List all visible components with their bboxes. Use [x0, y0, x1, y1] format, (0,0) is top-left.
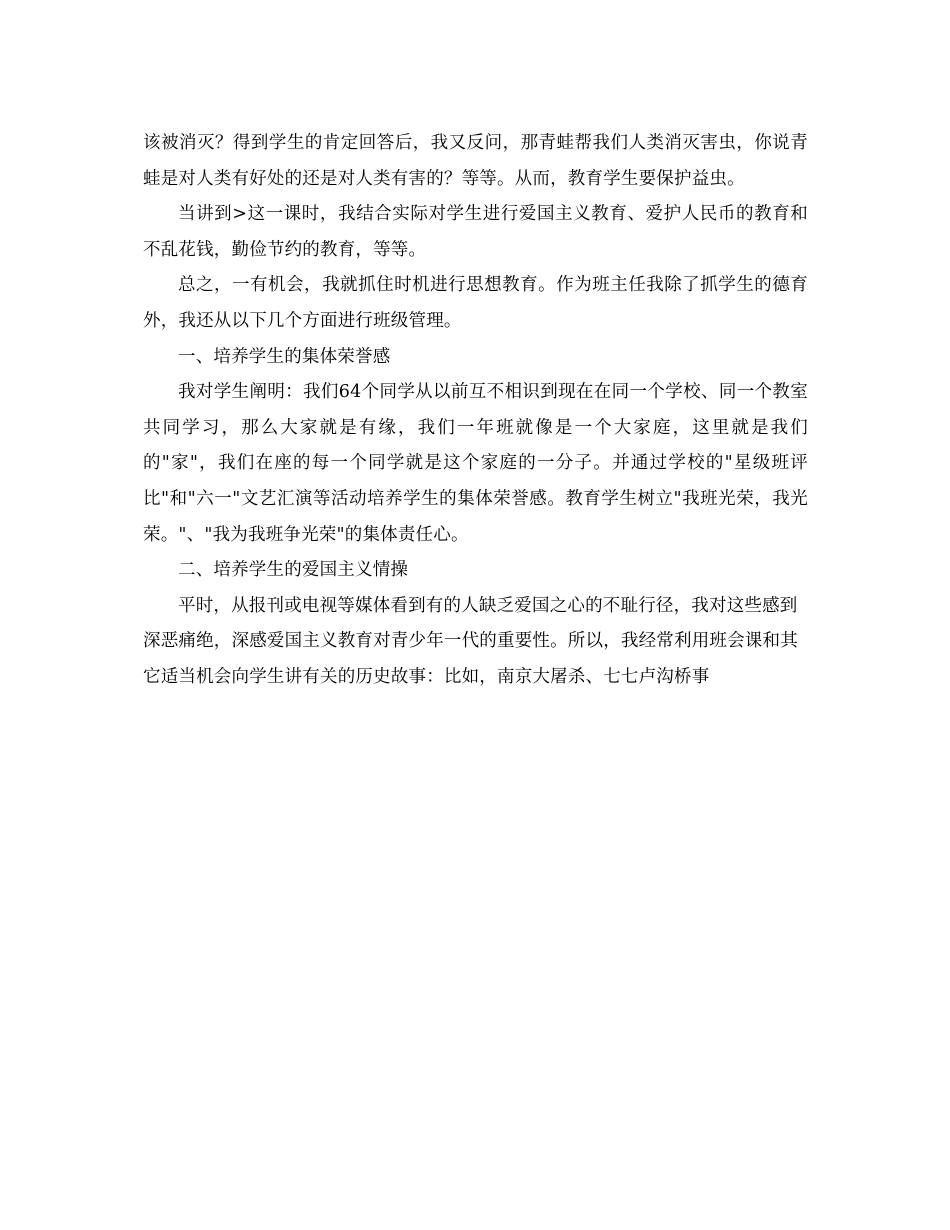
paragraph-patriotism: 平时，从报刊或电视等媒体看到有的人缺乏爱国之心的不耻行径，我对这些感到深恶痛绝，深感爱国主义教育对青少年一代的重要性。所以，我经常利用班会课和其它适当机会向学生讲有关的历史故事：比如，南京大屠杀、七七卢沟桥事 — [143, 595, 798, 687]
paragraph-collective-honor: 我对学生阐明：我们64个同学从以前互不相识到现在在同一个学校、同一个教室共同学习，那么大家就是有缘，我们一年班就像是一个大家庭，这里就是我们的"家"，我们在座的每一个同学就是这个家庭的一分子。并通过学校的"星级班评比"和"六一"文艺汇演等活动培养学生的集体荣誉感。教育学生树立"我班光荣，我光荣。"、"我为我班争光荣"的集体责任心。 — [143, 382, 808, 545]
section-heading-patriotism: 二、培养学生的爱国主义情操 — [178, 560, 409, 581]
document-body — [143, 126, 808, 696]
paragraph-patriotic-lesson: 当讲到>这一课时，我结合实际对学生进行爱国主义教育、爱护人民币的教育和不乱花钱，勤俭节约的教育，等等。 — [143, 204, 808, 260]
paragraph-summary: 总之，一有机会，我就抓住时机进行思想教育。作为班主任我除了抓学生的德育外，我还从以下几个方面进行班级管理。 — [143, 275, 808, 331]
section-heading-collective-honor: 一、培养学生的集体荣誉感 — [178, 346, 391, 367]
paragraph-frog-question: 该被消灭？得到学生的肯定回答后，我又反问，那青蛙帮我们人类消灭害虫，你说青蛙是对人类有好处的还是对人类有害的？等等。从而，教育学生要保护益虫。 — [143, 133, 808, 189]
